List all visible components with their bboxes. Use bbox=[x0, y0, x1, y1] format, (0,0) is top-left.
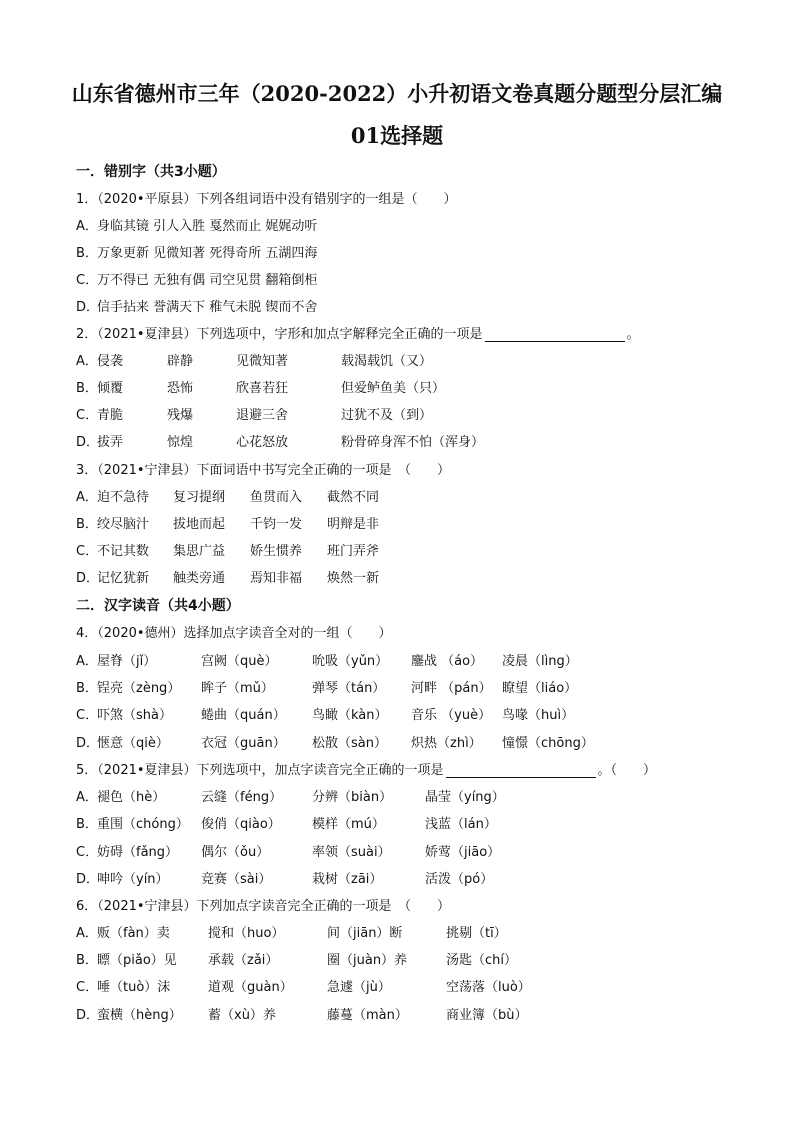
option-text: 万象更新 见微知著 死得奇所 五湖四海 bbox=[97, 246, 318, 261]
option-word: 拔地而起 bbox=[173, 517, 226, 532]
option-word: 屋脊（jǐ） bbox=[97, 654, 157, 669]
option-word: 倾覆 bbox=[97, 381, 124, 396]
option-word: 不记其数 bbox=[97, 544, 150, 559]
option-word: 搅和（huo） bbox=[208, 926, 285, 941]
option-letter: A． bbox=[76, 654, 98, 669]
question-stem bbox=[76, 323, 640, 342]
option-word: 竞赛（sài） bbox=[201, 872, 272, 887]
option-word: 贩（fàn）卖 bbox=[97, 926, 170, 941]
option-letter: C． bbox=[76, 544, 99, 559]
option-letter: C． bbox=[76, 273, 99, 288]
option-letter: A． bbox=[76, 490, 98, 505]
option-word: 鸟瞰（kàn） bbox=[312, 708, 388, 723]
option-word: 鏖战 （áo） bbox=[411, 654, 484, 669]
option-word: 蛮横（hèng） bbox=[97, 1008, 182, 1023]
question-stem-text: 5．（2021•夏津县）下列选项中，加点字读音完全正确的一项是 bbox=[76, 763, 444, 778]
option-word: 偶尔（ǒu） bbox=[201, 845, 270, 860]
option-word: 蜷曲（quán） bbox=[201, 708, 286, 723]
option-word: 惬意（qiè） bbox=[97, 736, 169, 751]
option-word: 辟静 bbox=[167, 354, 194, 369]
option-word: 恐怖 bbox=[167, 381, 194, 396]
option-letter: D． bbox=[76, 872, 100, 887]
section-heading: 一．错别字（共3小题） bbox=[76, 164, 226, 180]
option-word: 妨碍（fǎng） bbox=[97, 845, 179, 860]
option-word: 侵袭 bbox=[97, 354, 124, 369]
option-word: 明辩是非 bbox=[327, 517, 380, 532]
option-letter: A． bbox=[76, 790, 98, 805]
option-word: 模样（mú） bbox=[312, 817, 385, 832]
option-word: 蓄（xù）养 bbox=[208, 1008, 276, 1023]
page-subtitle: 01选择题 bbox=[350, 123, 444, 148]
option-letter: D． bbox=[76, 571, 100, 586]
option-word: 凌晨（lìng） bbox=[502, 654, 578, 669]
option-word: 青脆 bbox=[97, 408, 124, 423]
option-letter: D． bbox=[76, 736, 100, 751]
option-word: 呻吟（yín） bbox=[97, 872, 169, 887]
option-word: 褪色（hè） bbox=[97, 790, 166, 805]
option-letter: B． bbox=[76, 817, 98, 832]
option-word: 千钧一发 bbox=[250, 517, 303, 532]
question-stem: 3．（2021•宁津县）下面词语中书写完全正确的一项是 （ ） bbox=[76, 463, 451, 478]
question-stem-end: 。（ ） bbox=[597, 763, 657, 778]
option-word: 唾（tuò）沫 bbox=[97, 980, 171, 995]
option-word: 藤蔓（màn） bbox=[327, 1008, 408, 1023]
option-letter: A． bbox=[76, 354, 98, 369]
option-word: 憧憬（chōng） bbox=[502, 736, 594, 751]
option-letter: A． bbox=[76, 219, 98, 234]
answer-blank[interactable] bbox=[446, 764, 596, 778]
option-letter: D． bbox=[76, 1008, 100, 1023]
option-letter: D． bbox=[76, 435, 100, 450]
option-word: 但爱鲈鱼美（只） bbox=[341, 381, 446, 396]
option-letter: A． bbox=[76, 926, 98, 941]
option-word: 娇生惯养 bbox=[250, 544, 303, 559]
option-letter: C． bbox=[76, 845, 99, 860]
option-word: 商业簿（bù） bbox=[446, 1008, 528, 1023]
option-word: 拔弄 bbox=[97, 435, 124, 450]
option-text: 信手拈来 誉满天下 稚气未脱 锲而不舍 bbox=[97, 300, 318, 315]
option-word: 率领（suài） bbox=[312, 845, 391, 860]
question-stem bbox=[76, 759, 656, 778]
option-word: 承载（zǎi） bbox=[208, 953, 279, 968]
option-text: 身临其镜 引人入胜 戛然而止 娓娓动听 bbox=[97, 219, 318, 234]
option-word: 残爆 bbox=[167, 408, 194, 423]
option-letter: B． bbox=[76, 517, 98, 532]
option-word: 圈（juàn）养 bbox=[327, 953, 408, 968]
option-text: 万不得已 无独有偶 司空见贯 翻箱倒柜 bbox=[97, 273, 318, 288]
option-word: 松散（sàn） bbox=[312, 736, 387, 751]
option-word: 过犹不及（到） bbox=[341, 408, 433, 423]
option-word: 鸟喙（huì） bbox=[502, 708, 575, 723]
question-stem: 6．（2021•宁津县）下列加点字读音完全正确的一项是 （ ） bbox=[76, 899, 451, 914]
option-word: 间（jiān）断 bbox=[327, 926, 403, 941]
section-heading: 二．汉字读音（共4小题） bbox=[76, 598, 240, 614]
option-letter: D． bbox=[76, 300, 100, 315]
option-word: 炽热（zhì） bbox=[411, 736, 482, 751]
option-word: 粉骨碎身浑不怕（浑身） bbox=[341, 435, 485, 450]
option-word: 俊俏（qiào） bbox=[201, 817, 281, 832]
option-letter: C． bbox=[76, 408, 99, 423]
option-word: 记忆犹新 bbox=[97, 571, 150, 586]
page-title: 山东省德州市三年（2020-2022）小升初语文卷真题分题型分层汇编 bbox=[71, 81, 723, 106]
option-word: 吮吸（yǔn） bbox=[312, 654, 389, 669]
option-word: 欣喜若狂 bbox=[236, 381, 289, 396]
option-word: 空荡落（luò） bbox=[446, 980, 531, 995]
option-word: 眸子（mǔ） bbox=[201, 681, 274, 696]
option-word: 衣冠（guān） bbox=[201, 736, 286, 751]
option-word: 瞟（piǎo）见 bbox=[97, 953, 177, 968]
question-stem-end: 。 bbox=[626, 327, 640, 342]
option-word: 瞭望（liáo） bbox=[502, 681, 578, 696]
option-word: 栽树（zāi） bbox=[312, 872, 383, 887]
option-word: 吓煞（shà） bbox=[97, 708, 172, 723]
option-word: 鱼贯而入 bbox=[250, 490, 303, 505]
option-word: 道观（guàn） bbox=[208, 980, 293, 995]
option-word: 焕然一新 bbox=[327, 571, 380, 586]
option-letter: B． bbox=[76, 681, 98, 696]
option-word: 惊煌 bbox=[167, 435, 194, 450]
question-stem: 4．（2020•德州）选择加点字读音全对的一组（ ） bbox=[76, 626, 392, 641]
option-word: 弹琴（tán） bbox=[312, 681, 386, 696]
option-word: 见微知著 bbox=[236, 354, 289, 369]
option-word: 心花怒放 bbox=[236, 435, 289, 450]
option-word: 活泼（pó） bbox=[425, 872, 494, 887]
option-word: 分辨（biàn） bbox=[312, 790, 393, 805]
option-letter: B． bbox=[76, 381, 98, 396]
option-word: 娇莺（jiāo） bbox=[425, 845, 501, 860]
option-word: 班门弄斧 bbox=[327, 544, 380, 559]
option-word: 载渴载饥（又） bbox=[341, 354, 433, 369]
option-word: 河畔 （pán） bbox=[411, 681, 492, 696]
option-word: 集思广益 bbox=[173, 544, 226, 559]
answer-blank[interactable] bbox=[485, 328, 625, 342]
option-letter: C． bbox=[76, 708, 99, 723]
option-word: 晶莹（yíng） bbox=[425, 790, 505, 805]
option-word: 音乐 （yuè） bbox=[411, 708, 492, 723]
option-word: 绞尽脑汁 bbox=[97, 517, 150, 532]
option-letter: B． bbox=[76, 953, 98, 968]
option-word: 云缝（féng） bbox=[201, 790, 283, 805]
option-word: 重围（chóng） bbox=[97, 817, 189, 832]
option-word: 浅蓝（lán） bbox=[425, 817, 497, 832]
question-stem: 1．（2020•平原县）下列各组词语中没有错别字的一组是（ ） bbox=[76, 192, 457, 207]
option-word: 焉知非福 bbox=[250, 571, 303, 586]
option-word: 截然不同 bbox=[327, 490, 380, 505]
option-word: 宫阙（què） bbox=[201, 654, 278, 669]
option-word: 锃亮（zèng） bbox=[97, 681, 181, 696]
option-word: 迫不急待 bbox=[97, 490, 150, 505]
option-word: 触类旁通 bbox=[173, 571, 226, 586]
option-word: 退避三舍 bbox=[236, 408, 289, 423]
option-letter: C． bbox=[76, 980, 99, 995]
question-stem-text: 2．（2021•夏津县）下列选项中，字形和加点字解释完全正确的一项是 bbox=[76, 327, 483, 342]
option-word: 汤匙（chí） bbox=[446, 953, 517, 968]
option-word: 挑剔（tī） bbox=[446, 926, 507, 941]
option-letter: B． bbox=[76, 246, 98, 261]
option-word: 急遽（jù） bbox=[327, 980, 391, 995]
option-word: 复习提纲 bbox=[173, 490, 226, 505]
